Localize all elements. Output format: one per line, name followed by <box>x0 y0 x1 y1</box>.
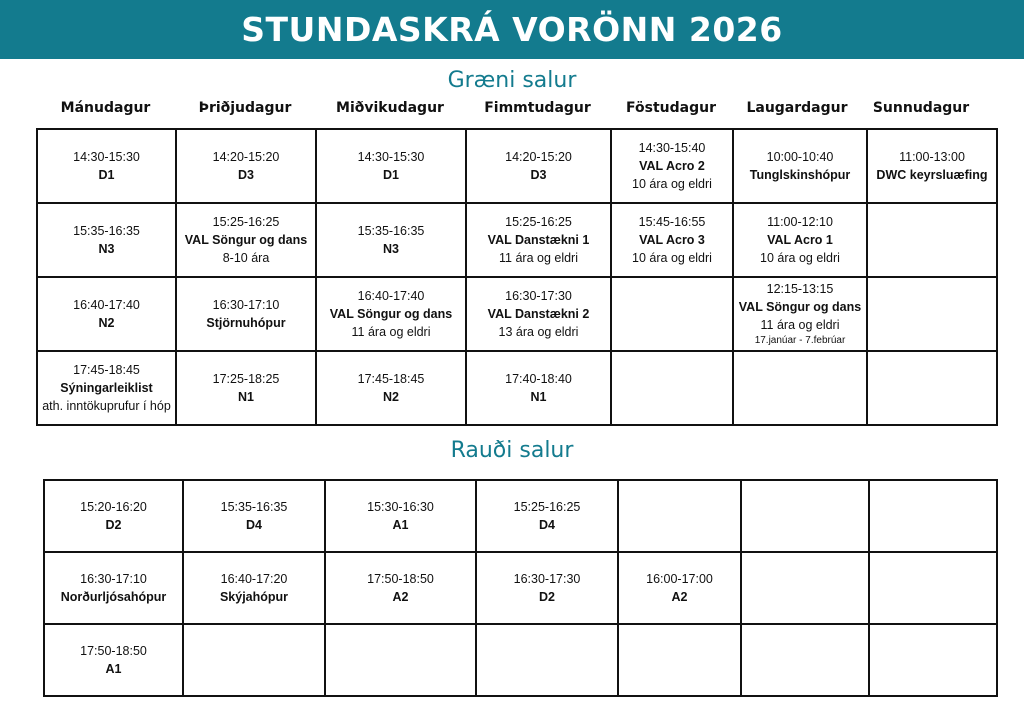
table-row <box>37 277 997 351</box>
class-slot <box>618 552 741 624</box>
class-slot <box>325 480 476 552</box>
class-time: 11:00-12:10 <box>767 215 833 229</box>
class-time: 16:30-17:10 <box>212 298 280 312</box>
class-name: Sýningarleiklist <box>60 381 153 395</box>
class-slot <box>733 277 867 351</box>
class-name: D3 <box>530 168 547 182</box>
class-slot <box>867 129 997 203</box>
class-name: A2 <box>671 590 688 604</box>
class-slot <box>476 552 618 624</box>
class-slot <box>466 351 611 425</box>
class-time: 12:15-13:15 <box>766 282 834 296</box>
class-slot <box>44 552 183 624</box>
class-name: VAL Danstækni 1 <box>487 233 590 247</box>
empty-slot <box>867 203 997 277</box>
empty-slot <box>867 351 997 425</box>
class-name: A1 <box>105 662 122 676</box>
empty-slot <box>869 552 997 624</box>
empty-slot <box>618 480 741 552</box>
class-name: Norðurljósahópur <box>60 590 167 604</box>
empty-slot <box>183 624 325 696</box>
empty-slot <box>741 624 869 696</box>
class-note: ath. inntökuprufur í hóp <box>42 399 171 413</box>
class-name: D2 <box>105 518 122 532</box>
class-name: Stjörnuhópur <box>206 316 286 330</box>
class-name: VAL Söngur og dans <box>184 233 308 247</box>
class-name: D1 <box>98 168 115 182</box>
class-time: 14:20-15:20 <box>505 150 572 164</box>
day-header-friday: Föstudagur <box>626 100 716 116</box>
table-row <box>37 129 997 203</box>
page-header <box>0 0 1024 59</box>
schedule-table-raudi-salur <box>43 479 998 697</box>
class-name: D3 <box>238 168 254 182</box>
class-time: 16:30-17:30 <box>505 289 572 303</box>
day-headers <box>0 100 1024 122</box>
class-slot <box>44 624 183 696</box>
class-time: 14:30-15:40 <box>638 141 706 155</box>
day-header-thursday: Fimmtudagur <box>484 100 591 116</box>
class-slot <box>37 203 176 277</box>
class-slot <box>37 277 176 351</box>
class-name: A1 <box>392 518 409 532</box>
class-time: 15:25-16:25 <box>212 215 280 229</box>
table-row <box>44 480 997 552</box>
class-name: Skýjahópur <box>219 590 289 604</box>
class-name: VAL Acro 2 <box>639 159 705 173</box>
class-time: 17:25-18:25 <box>212 372 280 386</box>
class-slot <box>733 129 867 203</box>
empty-slot <box>733 351 867 425</box>
class-time: 16:00-17:00 <box>646 572 713 586</box>
class-slot <box>316 129 466 203</box>
table-row <box>37 351 997 425</box>
class-time: 16:40-17:40 <box>73 298 140 312</box>
class-time: 14:30-15:30 <box>73 150 140 164</box>
day-header-wednesday: Miðvikudagur <box>336 100 444 116</box>
class-date-range: 17.janúar - 7.febrúar <box>754 335 846 346</box>
class-slot <box>611 203 733 277</box>
section-title-graeni-salur: Græni salur <box>447 68 577 93</box>
day-header-saturday: Laugardagur <box>746 100 848 116</box>
class-time: 15:20-16:20 <box>80 500 147 514</box>
class-time: 16:40-17:20 <box>220 572 288 586</box>
class-slot <box>476 480 618 552</box>
class-slot <box>466 203 611 277</box>
class-time: 17:50-18:50 <box>367 572 434 586</box>
class-time: 17:40-18:40 <box>505 372 572 386</box>
class-slot <box>325 552 476 624</box>
empty-slot <box>618 624 741 696</box>
class-note: 11 ára og eldri <box>760 318 840 332</box>
class-note: 10 ára og eldri <box>632 251 712 265</box>
class-slot <box>176 277 316 351</box>
empty-slot <box>741 552 869 624</box>
class-name: VAL Acro 1 <box>767 233 833 247</box>
class-note: 11 ára og eldri <box>499 251 578 265</box>
class-time: 15:45-16:55 <box>638 215 706 229</box>
class-note: 8-10 ára <box>222 251 270 265</box>
class-time: 15:35-16:35 <box>73 224 140 238</box>
class-name: D4 <box>539 518 555 532</box>
class-name: N3 <box>98 242 115 256</box>
class-slot <box>466 277 611 351</box>
class-name: DWC keyrsluæfing <box>876 168 988 182</box>
class-name: N1 <box>530 390 547 404</box>
class-time: 14:30-15:30 <box>357 150 425 164</box>
empty-slot <box>867 277 997 351</box>
class-name: N1 <box>238 390 254 404</box>
class-slot <box>183 480 325 552</box>
class-time: 15:35-16:35 <box>357 224 425 238</box>
class-slot <box>466 129 611 203</box>
class-time: 15:25-16:25 <box>513 500 581 514</box>
class-slot <box>733 203 867 277</box>
empty-slot <box>325 624 476 696</box>
page-title: STUNDASKRÁ VORÖNN 2026 <box>241 10 783 49</box>
class-note: 10 ára og eldri <box>632 177 712 191</box>
class-name: D1 <box>383 168 399 182</box>
class-name: VAL Söngur og dans <box>329 307 453 321</box>
class-time: 10:00-10:40 <box>766 150 834 164</box>
schedule-table-graeni-salur <box>36 128 998 426</box>
table-row <box>44 624 997 696</box>
class-time: 15:35-16:35 <box>220 500 288 514</box>
table-row <box>37 203 997 277</box>
section-title-raudi-salur: Rauði salur <box>450 438 574 463</box>
class-slot <box>611 129 733 203</box>
class-name: VAL Söngur og dans <box>738 300 862 314</box>
class-slot <box>37 351 176 425</box>
day-header-tuesday: Þriðjudagur <box>198 100 292 116</box>
class-note: 11 ára og eldri <box>351 325 431 339</box>
day-header-sunday: Sunnudagur <box>872 100 970 116</box>
empty-slot <box>869 624 997 696</box>
class-time: 15:30-16:30 <box>367 500 434 514</box>
day-header-monday: Mánudagur <box>60 100 151 116</box>
class-time: 16:30-17:30 <box>513 572 581 586</box>
empty-slot <box>869 480 997 552</box>
class-slot <box>316 203 466 277</box>
class-time: 14:20-15:20 <box>212 150 280 164</box>
class-name: D2 <box>539 590 555 604</box>
class-time: 17:45-18:45 <box>357 372 425 386</box>
class-name: Tunglskinshópur <box>749 168 851 182</box>
empty-slot <box>476 624 618 696</box>
class-name: N3 <box>383 242 399 256</box>
class-name: VAL Danstækni 2 <box>487 307 590 321</box>
class-slot <box>316 277 466 351</box>
class-time: 16:30-17:10 <box>80 572 147 586</box>
class-name: A2 <box>392 590 409 604</box>
class-slot <box>316 351 466 425</box>
table-row <box>44 552 997 624</box>
class-slot <box>176 129 316 203</box>
class-slot <box>176 203 316 277</box>
class-name: VAL Acro 3 <box>639 233 705 247</box>
empty-slot <box>611 277 733 351</box>
class-time: 11:00-13:00 <box>899 150 965 164</box>
class-time: 15:25-16:25 <box>505 215 572 229</box>
class-slot <box>183 552 325 624</box>
class-name: N2 <box>98 316 115 330</box>
empty-slot <box>611 351 733 425</box>
class-name: D4 <box>246 518 262 532</box>
class-note: 13 ára og eldri <box>498 325 579 339</box>
empty-slot <box>741 480 869 552</box>
class-slot <box>44 480 183 552</box>
class-time: 17:50-18:50 <box>80 644 147 658</box>
class-time: 16:40-17:40 <box>357 289 425 303</box>
class-time: 17:45-18:45 <box>73 363 140 377</box>
class-note: 10 ára og eldri <box>760 251 840 265</box>
class-slot <box>37 129 176 203</box>
class-slot <box>176 351 316 425</box>
class-name: N2 <box>383 390 399 404</box>
